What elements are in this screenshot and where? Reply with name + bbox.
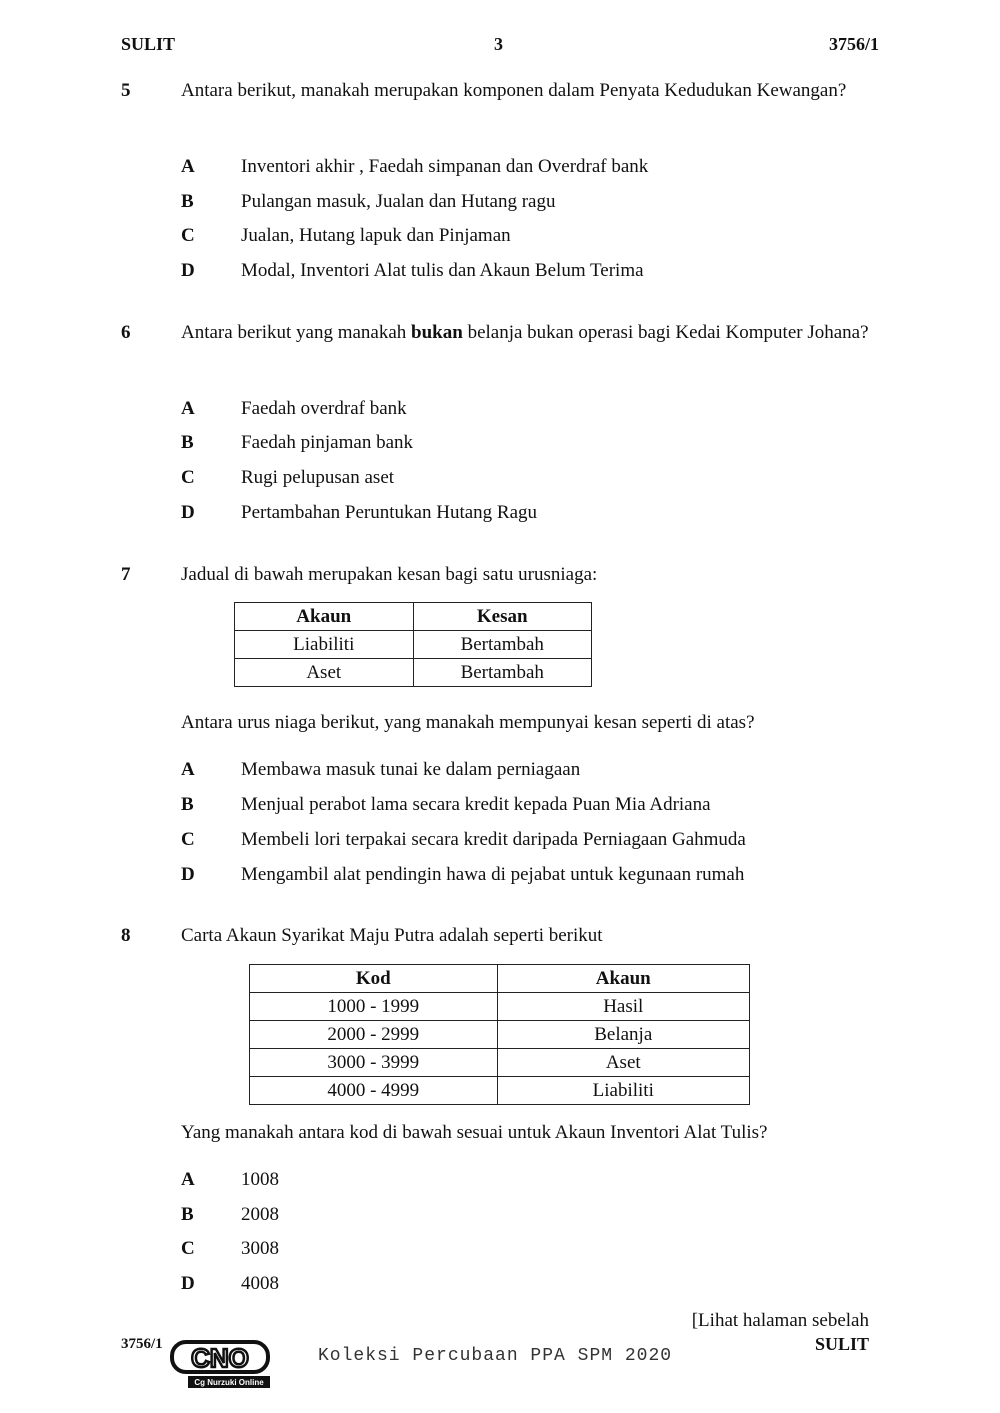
option-letter: B xyxy=(181,432,194,453)
question-text: Jadual di bawah merupakan kesan bagi satu urusniaga: xyxy=(181,564,598,585)
table-cell: 4000 - 4999 xyxy=(250,1077,498,1105)
option-text: Mengambil alat pendingin hawa di pejabat untuk kegunaan rumah xyxy=(241,864,745,885)
header-sulit: SULIT xyxy=(121,34,176,54)
table-cell: Liabiliti xyxy=(497,1077,750,1105)
option-letter: A xyxy=(181,156,195,177)
option-text: Faedah overdraf bank xyxy=(241,398,407,419)
question-text-after: belanja bukan operasi bagi Kedai Komputer Johana? xyxy=(462,322,869,343)
table-cell: Aset xyxy=(235,659,414,687)
table-header: Akaun xyxy=(235,603,414,631)
option-text: Pertambahan Peruntukan Hutang Ragu xyxy=(241,502,538,523)
table-header-row xyxy=(250,965,750,993)
question-text-bold: bukan xyxy=(411,322,463,343)
option-letter: A xyxy=(181,759,195,780)
option-letter: C xyxy=(181,1238,195,1259)
table-row xyxy=(250,1077,750,1105)
option-text: Jualan, Hutang lapuk dan Pinjaman xyxy=(241,225,511,246)
table-cell: 1000 - 1999 xyxy=(250,993,498,1021)
question-followup: Antara urus niaga berikut, yang manakah mempunyai kesan seperti di atas? xyxy=(181,712,755,733)
question-number: 6 xyxy=(121,322,131,343)
option-text: 1008 xyxy=(241,1169,279,1190)
table-header: Kod xyxy=(250,965,498,993)
option-text: 3008 xyxy=(241,1238,279,1259)
table-row xyxy=(250,993,750,1021)
option-letter: D xyxy=(181,1273,195,1294)
collection-label: Koleksi Percubaan PPA SPM 2020 xyxy=(318,1346,673,1366)
option-letter: C xyxy=(181,829,195,850)
paper-code: 3756/1 xyxy=(828,34,879,54)
option-text: 2008 xyxy=(241,1204,279,1225)
table-row xyxy=(235,631,592,659)
option-text: Menjual perabot lama secara kredit kepada Puan Mia Adriana xyxy=(241,794,711,815)
question-followup: Yang manakah antara kod di bawah sesuai untuk Akaun Inventori Alat Tulis? xyxy=(181,1122,768,1143)
question-number: 7 xyxy=(121,564,131,585)
question-text: Antara berikut, manakah merupakan komponen dalam Penyata Kedudukan Kewangan? xyxy=(181,80,847,101)
option-letter: D xyxy=(181,864,195,885)
option-text: Faedah pinjaman bank xyxy=(241,432,414,453)
option-letter: A xyxy=(181,1169,195,1190)
option-letter: C xyxy=(181,225,195,246)
question-text xyxy=(181,320,878,346)
option-letter: A xyxy=(181,398,195,419)
table-header-row xyxy=(235,603,592,631)
option-letter: B xyxy=(181,1204,194,1225)
next-page-note: [Lihat halaman sebelah xyxy=(691,1310,869,1331)
question-number: 8 xyxy=(121,925,131,946)
table-cell: Bertambah xyxy=(413,631,592,659)
table-cell: 2000 - 2999 xyxy=(250,1021,498,1049)
option-text: Membawa masuk tunai ke dalam perniagaan xyxy=(241,759,581,780)
option-text: Pulangan masuk, Jualan dan Hutang ragu xyxy=(241,191,556,212)
page-number: 3 xyxy=(494,34,503,54)
table-row xyxy=(250,1021,750,1049)
question-number: 5 xyxy=(121,80,131,101)
option-text: Membeli lori terpakai secara kredit daripada Perniagaan Gahmuda xyxy=(241,829,746,850)
option-text: Modal, Inventori Alat tulis dan Akaun Belum Terima xyxy=(241,260,644,281)
option-letter: B xyxy=(181,794,194,815)
table-cell: Hasil xyxy=(497,993,750,1021)
table-cell: Liabiliti xyxy=(235,631,414,659)
option-text: Inventori akhir , Faedah simpanan dan Overdraf bank xyxy=(241,156,649,177)
option-letter: C xyxy=(181,467,195,488)
logo-text: CNO xyxy=(191,1343,249,1373)
footer-code: 3756/1 xyxy=(121,1336,163,1352)
table-header: Kesan xyxy=(413,603,592,631)
option-letter: B xyxy=(181,191,194,212)
table-cell: Belanja xyxy=(497,1021,750,1049)
table-cell: Aset xyxy=(497,1049,750,1077)
table-cell: 3000 - 3999 xyxy=(250,1049,498,1077)
question-text-before: Antara berikut yang manakah xyxy=(181,322,412,343)
option-text: 4008 xyxy=(241,1273,279,1294)
question-text: Carta Akaun Syarikat Maju Putra adalah seperti berikut xyxy=(181,925,603,946)
option-letter: D xyxy=(181,502,195,523)
table-cell: Bertambah xyxy=(413,659,592,687)
cno-logo-icon xyxy=(170,1338,276,1390)
table-header: Akaun xyxy=(497,965,750,993)
footer-sulit: SULIT xyxy=(814,1334,869,1354)
option-letter: D xyxy=(181,260,195,281)
effect-table xyxy=(234,602,592,687)
option-text: Rugi pelupusan aset xyxy=(241,467,395,488)
logo-subtext: Cg Nurzuki Online xyxy=(194,1378,264,1387)
table-row xyxy=(250,1049,750,1077)
account-chart-table xyxy=(249,964,750,1105)
table-row xyxy=(235,659,592,687)
